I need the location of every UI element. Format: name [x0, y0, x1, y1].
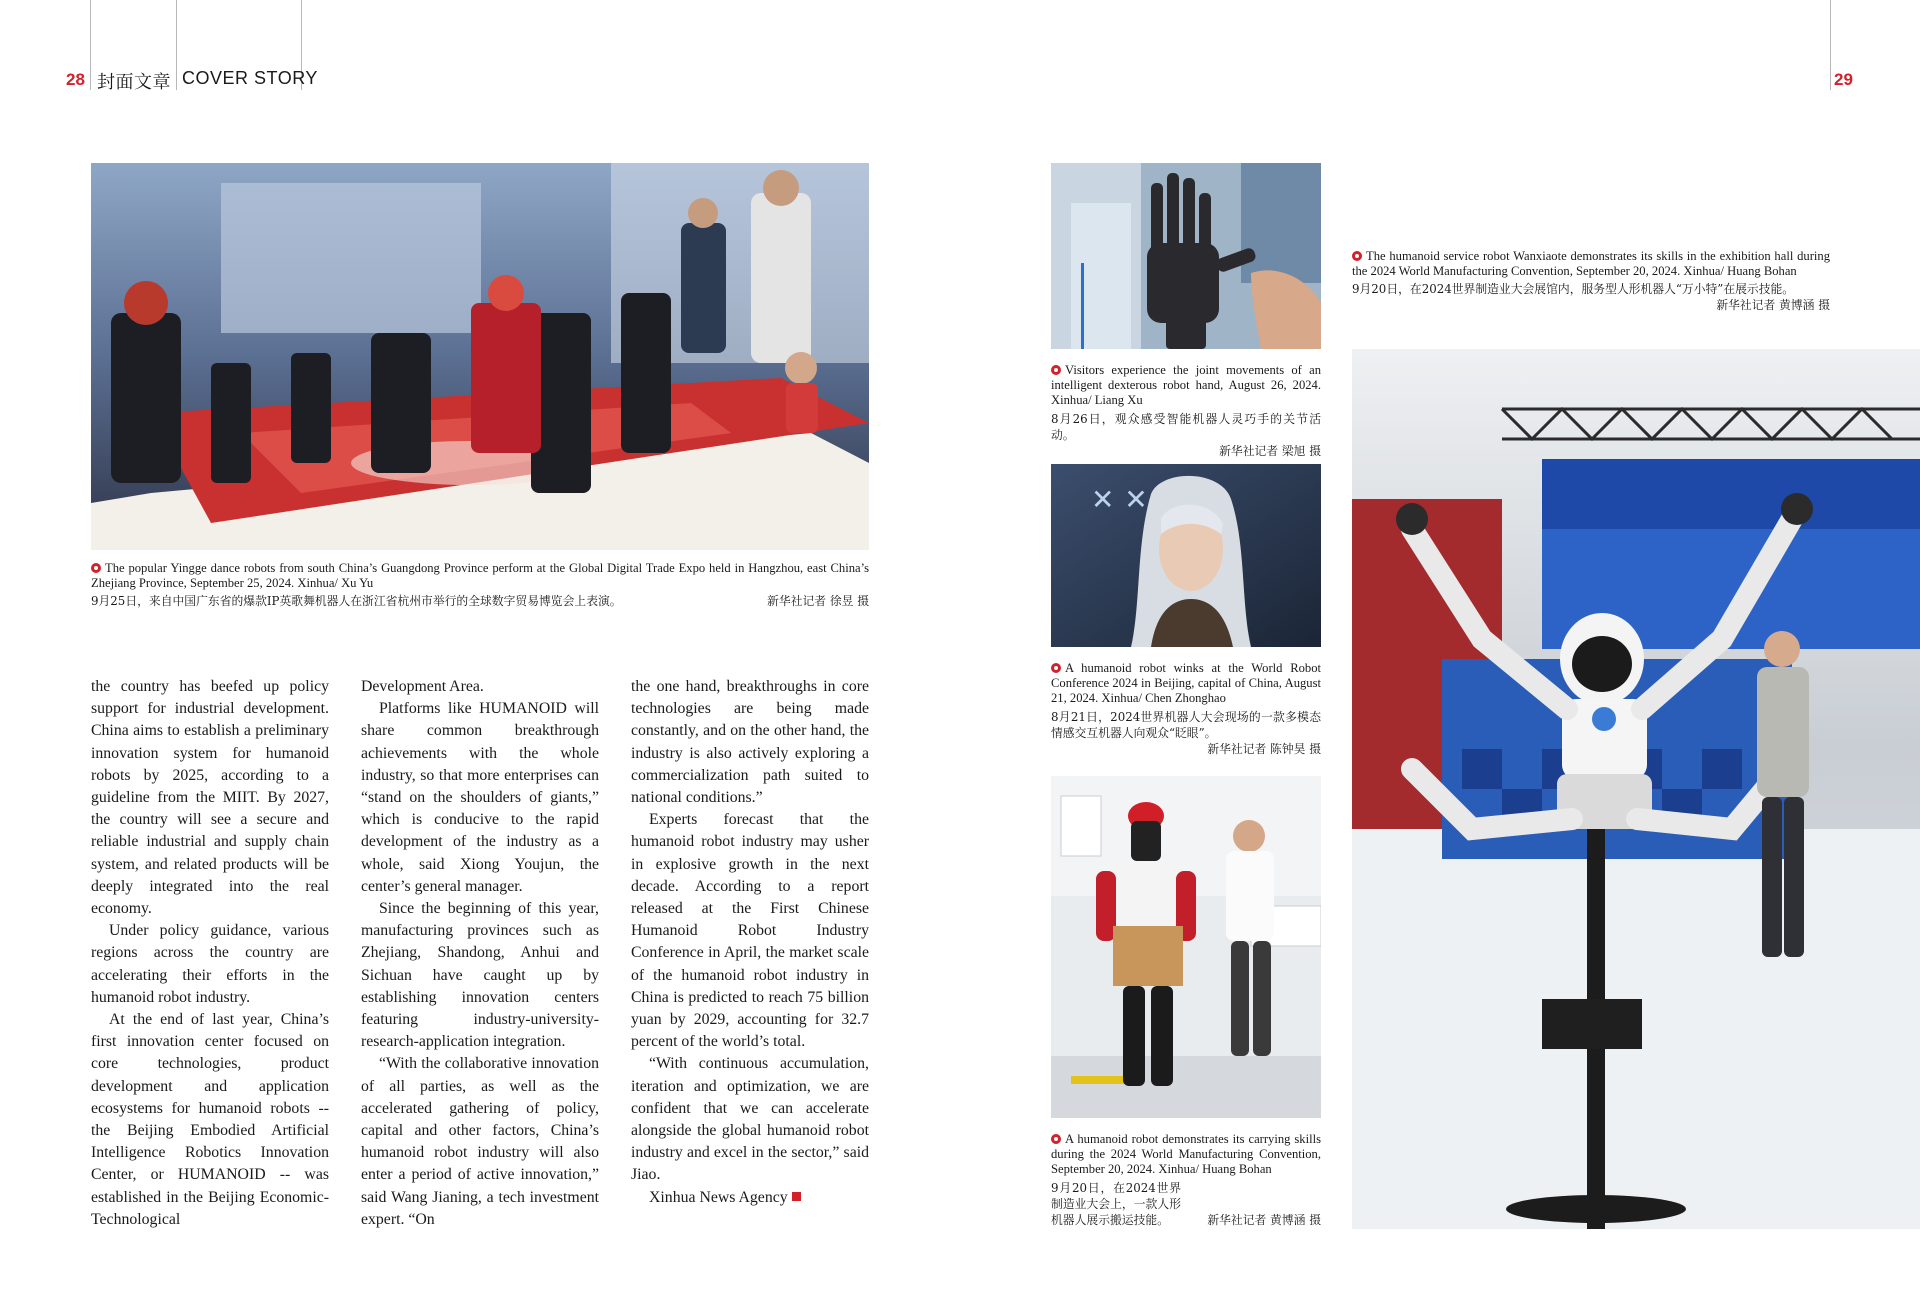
caption-bullet-icon [1051, 1134, 1061, 1144]
paragraph: the one hand, breakthroughs in core technologies are being made constantly, and on the other hand, the industry is also actively exploring a commercialization path suited to national conditions.” [631, 678, 869, 807]
article-column-1 [91, 676, 329, 1231]
caption-zh: 9月20日，在2024世界制造业大会展馆内，服务型人形机器人“万小特”在展示技能。 [1352, 282, 1795, 297]
caption-bullet-icon [1051, 365, 1061, 375]
paragraph: Experts forecast that the humanoid robot industry may usher in explosive growth in the next decade. According to a report released at the First Chinese Humanoid Robot Industry Conference in April, the market scale of the humanoid robot industry in China is predicted to reach 75 billion yuan by 2029, accounting for 32.7 percent of the world’s total. [631, 811, 869, 1051]
caption-credit: 新华社记者 陈钟昊 摄 [1207, 741, 1321, 756]
paragraph: Under policy guidance, various regions across the country are accelerating their efforts in the humanoid robot industry. [91, 922, 329, 1006]
header-rule-page29 [1830, 0, 1831, 90]
paragraph: At the end of last year, China’s first innovation center focused on core technologies, product development and application ecosystems for humanoid robots -- the Beijing Embodied Artificial Intelligence Robotics Innovation Center, or HUMANOID -- was established in the Beijing Economic-Technological [91, 1011, 329, 1228]
paragraph: “With continuous accumulation, iteration and optimization, we are confident that we can accelerate alongside the global humanoid robot industry and excel in the sector,” said Jiao. [631, 1055, 869, 1184]
robot-hand-photo [1051, 163, 1321, 349]
header-rule-mid [176, 0, 177, 90]
caption-bullet-icon [1352, 251, 1362, 261]
caption-bullet-icon [1051, 663, 1061, 673]
caption-zh: 8月26日，观众感受智能机器人灵巧手的关节活动。 [1051, 411, 1321, 442]
article-column-3 [631, 676, 869, 1209]
caption-en: The popular Yingge dance robots from south China’s Guangdong Province perform at the Global Digital Trade Expo held in Hangzhou, east China’s Zhejiang Province, September 25, 2024. Xinhua/ Xu Yu [91, 561, 869, 591]
paragraph: the country has beefed up policy support for industrial development. China aims to establish a preliminary innovation system for humanoid robots by 2025, according to a guideline from the MIIT. By 2027, the country will see a secure and reliable industrial and supply chain system, and related products will be deeply integrated into the real economy. [91, 678, 329, 918]
paragraph: “With the collaborative innovation of all parties, as well as the accelerated gathering of policy, capital and other factors, China’s humanoid robot industry will also enter a period of active innovation,” said Wang Jianing, a tech investment expert. “On [361, 1055, 599, 1228]
caption-zh: 8月21日，2024世界机器人大会现场的一款多模态情感交互机器人向观众“眨眼”。 [1051, 709, 1321, 740]
article-column-2 [361, 676, 599, 1231]
paragraph: Platforms like HUMANOID will share common breakthrough achievements with the whole industry, so that more enterprises can “stand on the shoulders of giants,” which is conducive to the rapid development of the industry as a whole, said Xiong Youjun, the center’s general manager. [361, 700, 599, 895]
paragraph: Since the beginning of this year, manufacturing provinces such as Zhejiang, Shandong, Anhui and Sichuan have caught up by establishing innovation centers featuring industry-university-research-application integration. [361, 900, 599, 1051]
caption-credit: 新华社记者 黄博涵 摄 [1716, 298, 1830, 313]
section-title-zh: 封面文章 [97, 72, 171, 93]
paragraph: Development Area. [361, 678, 484, 695]
dance-photo-caption [91, 561, 869, 609]
caption-credit: 新华社记者 梁旭 摄 [1219, 443, 1321, 458]
caption-bullet-icon [91, 563, 101, 573]
page-number-left: 28 [66, 70, 85, 89]
carry-photo-caption [1051, 1132, 1321, 1228]
article-signoff: Xinhua News Agency [649, 1188, 788, 1206]
service-photo-caption [1352, 249, 1830, 313]
service-robot-photo [1352, 349, 1920, 1229]
header-rule-left [90, 0, 91, 90]
winking-robot-photo [1051, 464, 1321, 647]
dance-robots-photo [91, 163, 869, 550]
page-number-right: 29 [1834, 70, 1853, 89]
caption-en: Visitors experience the joint movements of an intelligent dexterous robot hand, August 26, 2024. Xinhua/ Liang Xu [1051, 363, 1321, 408]
caption-zh: 9月25日，来自中国广东省的爆款IP英歌舞机器人在浙江省杭州市举行的全球数字贸易博览会上表演。 [91, 594, 622, 609]
caption-credit: 新华社记者 徐昱 摄 [767, 594, 869, 609]
carrying-robot-photo [1051, 776, 1321, 1118]
end-mark-icon [792, 1192, 801, 1201]
caption-en: A humanoid robot winks at the World Robot Conference 2024 in Beijing, capital of China, August 21, 2024. Xinhua/ Chen Zhonghao [1051, 661, 1321, 706]
caption-credit: 新华社记者 黄博涵 摄 [1207, 1212, 1321, 1227]
section-title-en: COVER STORY [182, 68, 318, 88]
caption-en: The humanoid service robot Wanxiaote demonstrates its skills in the exhibition hall during the 2024 World Manufacturing Convention, September 20, 2024. Xinhua/ Huang Bohan [1352, 249, 1830, 279]
svg-text:✕ ✕: ✕ ✕ [1091, 483, 1148, 516]
hand-photo-caption [1051, 363, 1321, 459]
caption-en: A humanoid robot demonstrates its carrying skills during the 2024 World Manufacturing Convention, September 20, 2024. Xinhua/ Huang Bohan [1051, 1132, 1321, 1177]
wink-photo-caption [1051, 661, 1321, 757]
caption-zh: 9月20日，在2024世界制造业大会上，一款人形机器人展示搬运技能。 [1051, 1180, 1181, 1227]
